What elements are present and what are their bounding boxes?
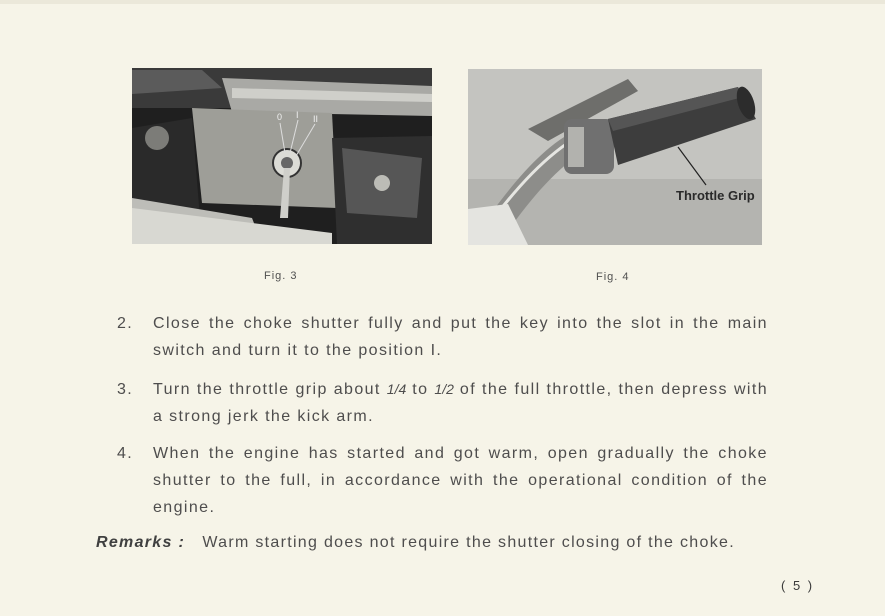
instruction-number: 3. [117, 381, 134, 398]
fraction-quarter: 1/4 [386, 381, 407, 397]
instruction-text: Close the choke shutter fully and put the key into the slot in the main switch and turn it to the position I. [153, 315, 768, 359]
remarks-text: Warm starting does not require the shutter closing of the choke. [202, 534, 735, 551]
remarks-label: Remarks : [96, 534, 186, 551]
instruction-text: Turn the throttle grip about 1/4 to 1/2 of the full throttle, then depress with a strong jerk the kick arm. [153, 381, 769, 425]
figure-3-photo [132, 68, 432, 244]
instruction-text: When the engine has started and got warm, open gradually the choke shutter to the full, in accordance with the operational condition of the engine. [153, 445, 768, 516]
switch-label-1: I [296, 110, 299, 120]
switch-label-2: II [313, 114, 319, 124]
figure-3-caption: Fig. 3 [264, 270, 298, 282]
instruction-number: 2. [117, 315, 134, 332]
switch-label-0: 0 [277, 112, 283, 122]
page-number: ( 5 ) [781, 578, 815, 593]
fraction-half: 1/2 [434, 381, 454, 397]
remarks [96, 534, 735, 552]
figure-4-caption: Fig. 4 [596, 271, 630, 283]
figure-4-photo [468, 69, 762, 245]
instruction-number: 4. [117, 445, 134, 462]
throttle-grip-callout: Throttle Grip [676, 188, 755, 203]
